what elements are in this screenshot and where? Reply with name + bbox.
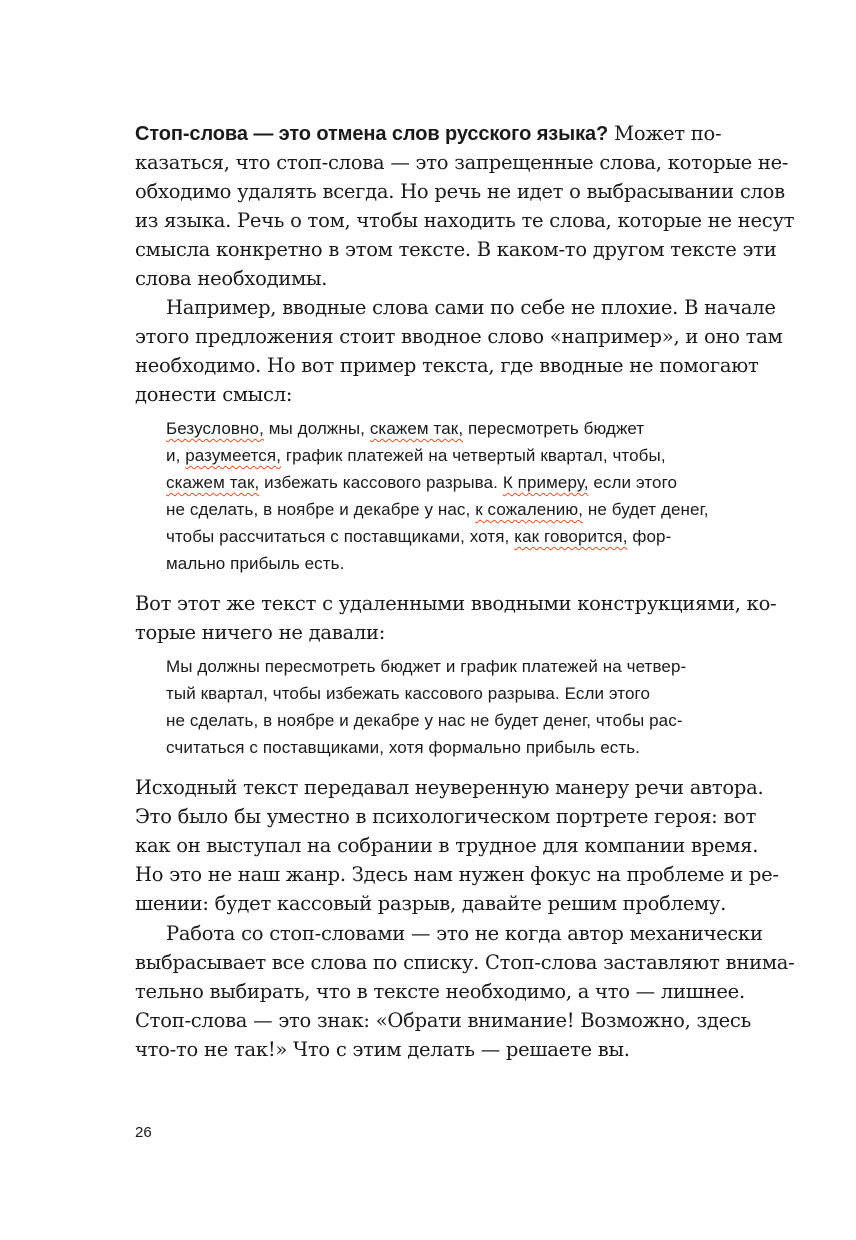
- paragraph-2-line-3: необходимо. Но вот пример текста, где вводные не помогают: [135, 354, 759, 377]
- example-text: пересмотреть бюджет: [463, 419, 645, 438]
- example-2-line-2: тый квартал, чтобы избежать кассового разрыва. Если этого: [166, 684, 651, 703]
- paragraph-1-line-1: [135, 122, 721, 146]
- example-1-line-6: мально прибыль есть.: [166, 554, 345, 573]
- example-text: мы должны,: [263, 419, 370, 438]
- example-text: избежать кассового разрыва.: [259, 473, 503, 492]
- paragraph-3-line-2: торые ничего не давали:: [135, 621, 386, 644]
- stop-word: Безусловно,: [166, 419, 264, 438]
- example-text: чтобы рассчитаться с поставщиками, хотя,: [166, 527, 515, 546]
- paragraph-1-line-1-rest: Может по-: [608, 122, 722, 145]
- stop-word: как говорится,: [514, 527, 628, 546]
- paragraph-3-line-1: Вот этот же текст с удаленными вводными конструкциями, ко-: [135, 592, 777, 615]
- paragraph-4-line-3: как он выступал на собрании в трудное для компании время.: [135, 834, 759, 857]
- paragraph-1-line-3: обходимо удалять всегда. Но речь не идет о выбрасывании слов: [135, 180, 785, 203]
- paragraph-4-line-2: Это было бы уместно в психологическом портрете героя: вот: [135, 805, 757, 828]
- stop-word: К примеру,: [502, 473, 589, 492]
- example-text: и,: [166, 446, 186, 465]
- paragraph-4-line-5: шении: будет кассовый разрыв, давайте решим проблему.: [135, 892, 727, 915]
- example-2-line-1: Мы должны пересмотреть бюджет и график платежей на четвер-: [166, 657, 687, 676]
- example-1-line-3: [166, 473, 677, 493]
- lead-heading: Стоп-слова — это отмена слов русского языка?: [135, 123, 609, 145]
- example-text: не будет денег,: [583, 500, 709, 519]
- paragraph-5-line-2: выбрасывает все слова по списку. Стоп-слова заставляют внима-: [135, 951, 795, 974]
- example-1-line-2: [166, 446, 666, 466]
- example-text: фор-: [627, 527, 672, 546]
- paragraph-2-line-2: этого предложения стоит вводное слово «например», и оно там: [135, 325, 783, 348]
- example-2-line-3: не сделать, в ноябре и декабре у нас не будет денег, чтобы рас-: [166, 711, 683, 730]
- page-number: 26: [135, 1124, 152, 1141]
- example-text: график платежей на четвертый квартал, чтобы,: [281, 446, 666, 465]
- stop-word: скажем так,: [166, 473, 260, 492]
- stop-word: к сожалению,: [475, 500, 584, 519]
- paragraph-2-line-4: донести смысл:: [135, 383, 293, 406]
- paragraph-1-line-2: казаться, что стоп-слова — это запрещенные слова, которые не-: [135, 151, 789, 174]
- paragraph-5-line-5: что-то не так!» Что с этим делать — решаете вы.: [135, 1038, 630, 1061]
- paragraph-2-line-1: Например, вводные слова сами по себе не плохие. В начале: [166, 296, 776, 319]
- example-2-line-4: считаться с поставщиками, хотя формально прибыль есть.: [166, 738, 641, 757]
- paragraph-1-line-5: смысла конкретно в этом тексте. В каком-то другом тексте эти: [135, 238, 777, 261]
- stop-word: скажем так,: [369, 419, 464, 438]
- stop-word: разумеется,: [185, 446, 282, 465]
- paragraph-1-line-6: слова необходимы.: [135, 267, 328, 290]
- example-1-line-1: [166, 419, 644, 439]
- example-1-line-5: [166, 527, 671, 547]
- example-text: не сделать, в ноябре и декабре у нас,: [166, 500, 476, 519]
- example-text: если этого: [588, 473, 678, 492]
- paragraph-1-line-4: из языка. Речь о том, чтобы находить те слова, которые не несут: [135, 209, 795, 232]
- paragraph-5-line-3: тельно выбирать, что в тексте необходимо, а что — лишнее.: [135, 980, 745, 1003]
- paragraph-5-line-1: Работа со стоп-словами — это не когда автор механически: [166, 922, 763, 945]
- example-1-line-4: [166, 500, 709, 520]
- paragraph-4-line-4: Но это не наш жанр. Здесь нам нужен фокус на проблеме и ре-: [135, 863, 779, 886]
- paragraph-4-line-1: Исходный текст передавал неуверенную манеру речи автора.: [135, 776, 764, 799]
- paragraph-5-line-4: Стоп-слова — это знак: «Обрати внимание! Возможно, здесь: [135, 1009, 751, 1032]
